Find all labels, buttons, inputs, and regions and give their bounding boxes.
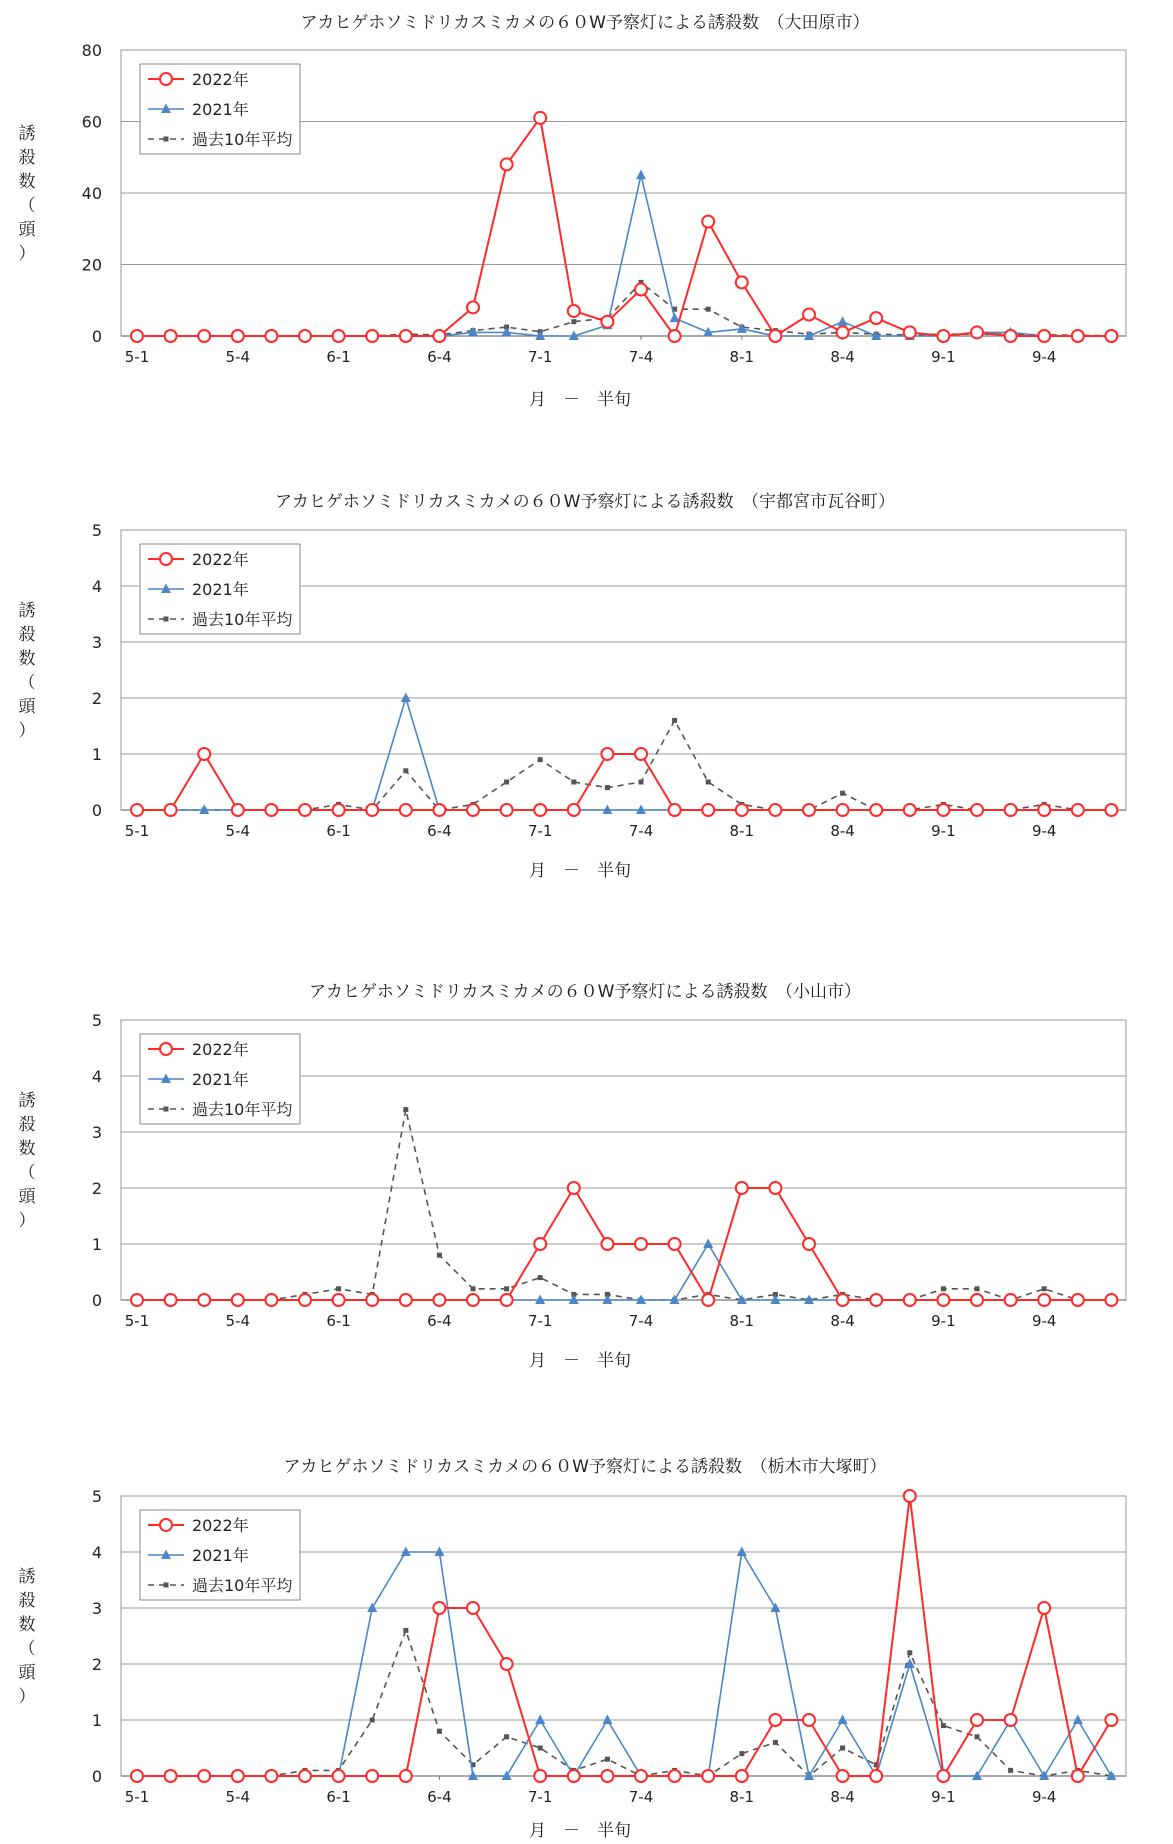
data-point <box>403 768 408 773</box>
data-point <box>333 804 345 816</box>
data-point <box>601 748 613 760</box>
legend <box>140 544 300 634</box>
x-tick-label: 8-1 <box>729 1788 755 1806</box>
x-tick-label: 8-4 <box>830 348 855 366</box>
x-tick-label: 7-4 <box>628 348 654 366</box>
data-point <box>131 1294 143 1306</box>
data-point <box>870 1770 882 1782</box>
data-point <box>706 307 711 312</box>
data-point <box>265 1294 277 1306</box>
legend-label: 2021年 <box>192 1070 249 1089</box>
x-tick-label: 8-4 <box>830 822 855 840</box>
data-point <box>1005 804 1017 816</box>
series-line <box>137 1630 1111 1776</box>
x-tick-label: 9-4 <box>1031 348 1057 366</box>
x-tick-label: 9-4 <box>1031 1312 1057 1330</box>
y-tick-label: 5 <box>91 1011 102 1030</box>
data-point <box>870 1294 882 1306</box>
data-point <box>1072 330 1084 342</box>
data-point <box>803 309 815 321</box>
data-point <box>433 1602 445 1614</box>
data-point <box>299 1294 311 1306</box>
series-line <box>137 175 1111 336</box>
data-point <box>941 1286 946 1291</box>
data-point <box>971 1714 983 1726</box>
x-axis-label: 月 － 半旬 <box>529 1351 631 1371</box>
data-point <box>571 780 576 785</box>
data-point <box>370 1718 375 1723</box>
chart-panel-1 <box>19 13 1127 410</box>
data-point <box>971 326 983 338</box>
x-tick-label: 6-4 <box>427 348 452 366</box>
data-point <box>504 780 509 785</box>
legend-label: 2022年 <box>192 1516 249 1535</box>
data-point <box>635 284 647 296</box>
data-point <box>1005 1294 1017 1306</box>
data-point <box>501 1658 513 1670</box>
data-point <box>837 1294 849 1306</box>
x-tick-label: 7-4 <box>628 1788 654 1806</box>
data-point <box>737 1547 747 1557</box>
data-point <box>870 804 882 816</box>
data-point <box>672 718 677 723</box>
data-point <box>232 330 244 342</box>
y-axis-label: 誘殺数（頭） <box>18 1091 36 1231</box>
data-point <box>837 804 849 816</box>
data-point <box>333 1294 345 1306</box>
data-point <box>165 330 177 342</box>
x-tick-label: 6-4 <box>427 1788 452 1806</box>
data-point <box>1105 1714 1117 1726</box>
data-point <box>433 330 445 342</box>
legend-marker <box>164 1583 169 1588</box>
data-point <box>736 1770 748 1782</box>
data-point <box>265 330 277 342</box>
legend <box>140 64 300 154</box>
data-point <box>131 1770 143 1782</box>
x-tick-label: 6-4 <box>427 822 452 840</box>
data-point <box>131 804 143 816</box>
data-point <box>904 1490 916 1502</box>
data-point <box>769 330 781 342</box>
y-tick-label: 2 <box>91 689 102 708</box>
y-tick-label: 5 <box>91 521 102 540</box>
data-point <box>433 1294 445 1306</box>
data-point <box>400 804 412 816</box>
data-point <box>736 804 748 816</box>
data-point <box>601 316 613 328</box>
y-tick-label: 3 <box>91 1599 102 1618</box>
data-point <box>400 330 412 342</box>
chart-panel-2 <box>19 492 1127 881</box>
data-point <box>1038 330 1050 342</box>
chart-panel-4 <box>19 1457 1127 1841</box>
y-tick-label: 4 <box>91 1543 102 1562</box>
legend-label: 2022年 <box>192 550 249 569</box>
data-point <box>504 1286 509 1291</box>
data-point <box>1105 330 1117 342</box>
data-point <box>937 330 949 342</box>
legend-marker <box>160 1043 172 1055</box>
data-point <box>837 1770 849 1782</box>
data-point <box>1008 1768 1013 1773</box>
y-tick-label: 4 <box>91 577 102 596</box>
data-point <box>366 330 378 342</box>
data-point <box>803 1238 815 1250</box>
data-point <box>568 1182 580 1194</box>
data-point <box>840 1746 845 1751</box>
data-point <box>366 804 378 816</box>
x-tick-label: 6-4 <box>427 1312 452 1330</box>
x-tick-label: 9-1 <box>931 822 956 840</box>
y-axis-label: 誘殺数（頭） <box>18 601 36 741</box>
data-point <box>669 804 681 816</box>
y-axis-label: 誘殺数（頭） <box>18 124 36 264</box>
data-point <box>299 330 311 342</box>
data-point <box>467 1602 479 1614</box>
series-line <box>137 1110 1111 1300</box>
x-tick-label: 6-1 <box>326 822 351 840</box>
x-tick-label: 5-1 <box>124 1788 150 1806</box>
data-point <box>770 1603 780 1613</box>
data-point <box>838 1715 848 1725</box>
data-point <box>198 330 210 342</box>
data-point <box>400 1770 412 1782</box>
data-point <box>702 1770 714 1782</box>
legend-marker <box>164 1107 169 1112</box>
data-point <box>571 319 576 324</box>
y-tick-label: 1 <box>91 745 102 764</box>
data-point <box>601 1238 613 1250</box>
y-tick-label: 3 <box>91 1123 102 1142</box>
x-tick-label: 7-4 <box>628 822 654 840</box>
data-point <box>937 1770 949 1782</box>
y-tick-label: 2 <box>91 1655 102 1674</box>
x-tick-label: 5-1 <box>124 348 150 366</box>
y-tick-label: 1 <box>91 1711 102 1730</box>
data-point <box>736 1182 748 1194</box>
x-tick-label: 8-4 <box>830 1312 855 1330</box>
data-point <box>433 804 445 816</box>
x-tick-label: 8-1 <box>729 1312 755 1330</box>
data-point <box>534 112 546 124</box>
data-point <box>602 1715 612 1725</box>
x-tick-label: 7-1 <box>527 822 553 840</box>
data-point <box>605 785 610 790</box>
y-tick-label: 0 <box>91 1767 102 1786</box>
data-point <box>601 1770 613 1782</box>
data-point <box>501 804 513 816</box>
legend <box>140 1034 300 1124</box>
data-point <box>669 330 681 342</box>
x-tick-label: 5-1 <box>124 822 150 840</box>
data-point <box>501 1294 513 1306</box>
data-point <box>367 1603 377 1613</box>
data-point <box>232 804 244 816</box>
data-point <box>837 326 849 338</box>
data-point <box>769 804 781 816</box>
data-point <box>568 305 580 317</box>
data-point <box>870 312 882 324</box>
x-tick-label: 6-1 <box>326 1788 351 1806</box>
data-point <box>131 330 143 342</box>
chart-panel-3 <box>19 982 1127 1371</box>
x-tick-label: 8-4 <box>830 1788 855 1806</box>
x-tick-label: 5-4 <box>225 348 251 366</box>
data-point <box>534 804 546 816</box>
data-point <box>198 1294 210 1306</box>
data-point <box>975 1286 980 1291</box>
legend-marker <box>160 73 172 85</box>
data-point <box>804 1771 814 1781</box>
data-point <box>937 1294 949 1306</box>
data-point <box>971 804 983 816</box>
x-tick-label: 9-4 <box>1031 1788 1057 1806</box>
data-point <box>1072 804 1084 816</box>
x-tick-label: 7-1 <box>527 348 553 366</box>
data-point <box>904 1294 916 1306</box>
data-point <box>669 1238 681 1250</box>
data-point <box>333 1770 345 1782</box>
x-axis-label: 月 － 半旬 <box>529 1821 631 1841</box>
data-point <box>1073 1715 1083 1725</box>
legend-label: 2022年 <box>192 70 249 89</box>
x-tick-label: 5-4 <box>225 822 251 840</box>
data-point <box>1042 1286 1047 1291</box>
data-point <box>635 1238 647 1250</box>
data-point <box>538 1746 543 1751</box>
y-tick-label: 20 <box>81 255 102 275</box>
data-point <box>941 1723 946 1728</box>
data-point <box>437 1253 442 1258</box>
data-point <box>534 1238 546 1250</box>
x-tick-label: 5-4 <box>225 1788 251 1806</box>
data-point <box>299 1770 311 1782</box>
data-point <box>366 1770 378 1782</box>
data-point <box>636 170 646 180</box>
data-point <box>702 1294 714 1306</box>
data-point <box>538 1275 543 1280</box>
data-point <box>840 791 845 796</box>
y-tick-label: 3 <box>91 633 102 652</box>
chart-title: アカヒゲホソミドリカスミカメの６０W予察灯による誘殺数 （小山市） <box>309 982 861 1002</box>
y-tick-label: 2 <box>91 1179 102 1198</box>
x-tick-label: 7-4 <box>628 1312 654 1330</box>
data-point <box>1072 1294 1084 1306</box>
series-line <box>137 282 1111 336</box>
data-point <box>975 1734 980 1739</box>
series-line <box>137 1244 1111 1300</box>
data-point <box>838 316 848 326</box>
data-point <box>635 1770 647 1782</box>
data-point <box>703 1239 713 1249</box>
data-point <box>1038 1602 1050 1614</box>
data-point <box>803 1714 815 1726</box>
data-point <box>535 1715 545 1725</box>
chart-title: アカヒゲホソミドリカスミカメの６０W予察灯による誘殺数 （栃木市大塚町） <box>283 1457 887 1477</box>
series-line <box>137 720 1111 810</box>
series-avg <box>135 718 1114 813</box>
data-point <box>437 1729 442 1734</box>
data-point <box>669 1770 681 1782</box>
data-point <box>333 330 345 342</box>
x-tick-label: 8-1 <box>729 348 755 366</box>
data-point <box>299 804 311 816</box>
data-point <box>538 757 543 762</box>
series-avg <box>135 280 1114 339</box>
x-tick-label: 7-1 <box>527 1312 553 1330</box>
series-avg <box>135 1107 1114 1302</box>
data-point <box>1105 804 1117 816</box>
data-point <box>401 693 411 703</box>
legend-marker <box>160 1519 172 1531</box>
data-point <box>1005 1714 1017 1726</box>
data-point <box>769 1182 781 1194</box>
data-point <box>400 1294 412 1306</box>
legend-marker <box>164 617 169 622</box>
series-avg <box>135 1628 1114 1779</box>
legend-marker <box>160 553 172 565</box>
data-point <box>165 1294 177 1306</box>
data-point <box>971 1294 983 1306</box>
data-point <box>769 1714 781 1726</box>
data-point <box>403 1107 408 1112</box>
data-point <box>803 804 815 816</box>
data-point <box>1038 1294 1050 1306</box>
y-tick-label: 5 <box>91 1487 102 1506</box>
x-tick-label: 6-1 <box>326 1312 351 1330</box>
x-tick-label: 9-1 <box>931 348 956 366</box>
series-2022 <box>131 748 1117 816</box>
y-tick-label: 0 <box>91 327 102 346</box>
data-point <box>232 1770 244 1782</box>
x-tick-label: 5-1 <box>124 1312 150 1330</box>
legend-label: 2022年 <box>192 1040 249 1059</box>
y-axis-label: 誘殺数（頭） <box>18 1567 36 1707</box>
legend-label: 過去10年平均 <box>192 610 293 629</box>
y-tick-label: 60 <box>81 112 102 132</box>
data-point <box>702 216 714 228</box>
x-axis-label: 月 － 半旬 <box>529 861 631 881</box>
data-point <box>1005 330 1017 342</box>
x-axis-label: 月 － 半旬 <box>529 390 631 410</box>
x-tick-label: 8-1 <box>729 822 755 840</box>
legend-label: 2021年 <box>192 1546 249 1565</box>
data-point <box>937 804 949 816</box>
data-point <box>904 804 916 816</box>
data-point <box>706 780 711 785</box>
data-point <box>702 804 714 816</box>
y-tick-label: 0 <box>91 801 102 820</box>
y-tick-label: 0 <box>91 1291 102 1310</box>
legend-label: 過去10年平均 <box>192 130 293 149</box>
chart-title: アカヒゲホソミドリカスミカメの６０W予察灯による誘殺数 （宇都宮市瓦谷町） <box>275 492 895 512</box>
legend-label: 2021年 <box>192 100 249 119</box>
data-point <box>403 1628 408 1633</box>
data-point <box>504 1734 509 1739</box>
y-tick-label: 4 <box>91 1067 102 1086</box>
x-tick-label: 5-4 <box>225 1312 251 1330</box>
data-point <box>336 1286 341 1291</box>
x-tick-label: 7-1 <box>527 1788 553 1806</box>
data-point <box>467 301 479 313</box>
x-tick-label: 6-1 <box>326 348 351 366</box>
data-point <box>736 276 748 288</box>
legend-marker <box>164 137 169 142</box>
data-point <box>568 804 580 816</box>
series-line <box>137 754 1111 810</box>
data-point <box>773 1740 778 1745</box>
data-point <box>907 1650 912 1655</box>
y-tick-label: 40 <box>81 184 102 203</box>
legend-label: 過去10年平均 <box>192 1100 293 1119</box>
y-tick-label: 80 <box>81 41 102 60</box>
data-point <box>265 1770 277 1782</box>
data-point <box>534 1770 546 1782</box>
data-point <box>739 1751 744 1756</box>
data-point <box>198 1770 210 1782</box>
series-2021 <box>132 170 1116 340</box>
data-point <box>467 804 479 816</box>
data-point <box>165 804 177 816</box>
chart-title: アカヒゲホソミドリカスミカメの６０W予察灯による誘殺数 （大田原市） <box>300 13 870 33</box>
data-point <box>568 1770 580 1782</box>
x-tick-label: 9-1 <box>931 1312 956 1330</box>
legend-label: 2021年 <box>192 580 249 599</box>
data-point <box>639 780 644 785</box>
data-point <box>165 1770 177 1782</box>
data-point <box>366 1294 378 1306</box>
data-point <box>198 748 210 760</box>
x-tick-label: 9-4 <box>1031 822 1057 840</box>
x-tick-label: 9-1 <box>931 1788 956 1806</box>
y-tick-label: 1 <box>91 1235 102 1254</box>
data-point <box>501 158 513 170</box>
data-point <box>1072 1770 1084 1782</box>
data-point <box>605 1757 610 1762</box>
data-point <box>471 1286 476 1291</box>
data-point <box>265 804 277 816</box>
data-point <box>467 1294 479 1306</box>
data-point <box>232 1294 244 1306</box>
data-point <box>1105 1294 1117 1306</box>
data-point <box>1038 804 1050 816</box>
legend-label: 過去10年平均 <box>192 1576 293 1595</box>
series-2021 <box>132 1239 1116 1305</box>
data-point <box>904 326 916 338</box>
data-point <box>635 748 647 760</box>
legend <box>140 1510 300 1600</box>
